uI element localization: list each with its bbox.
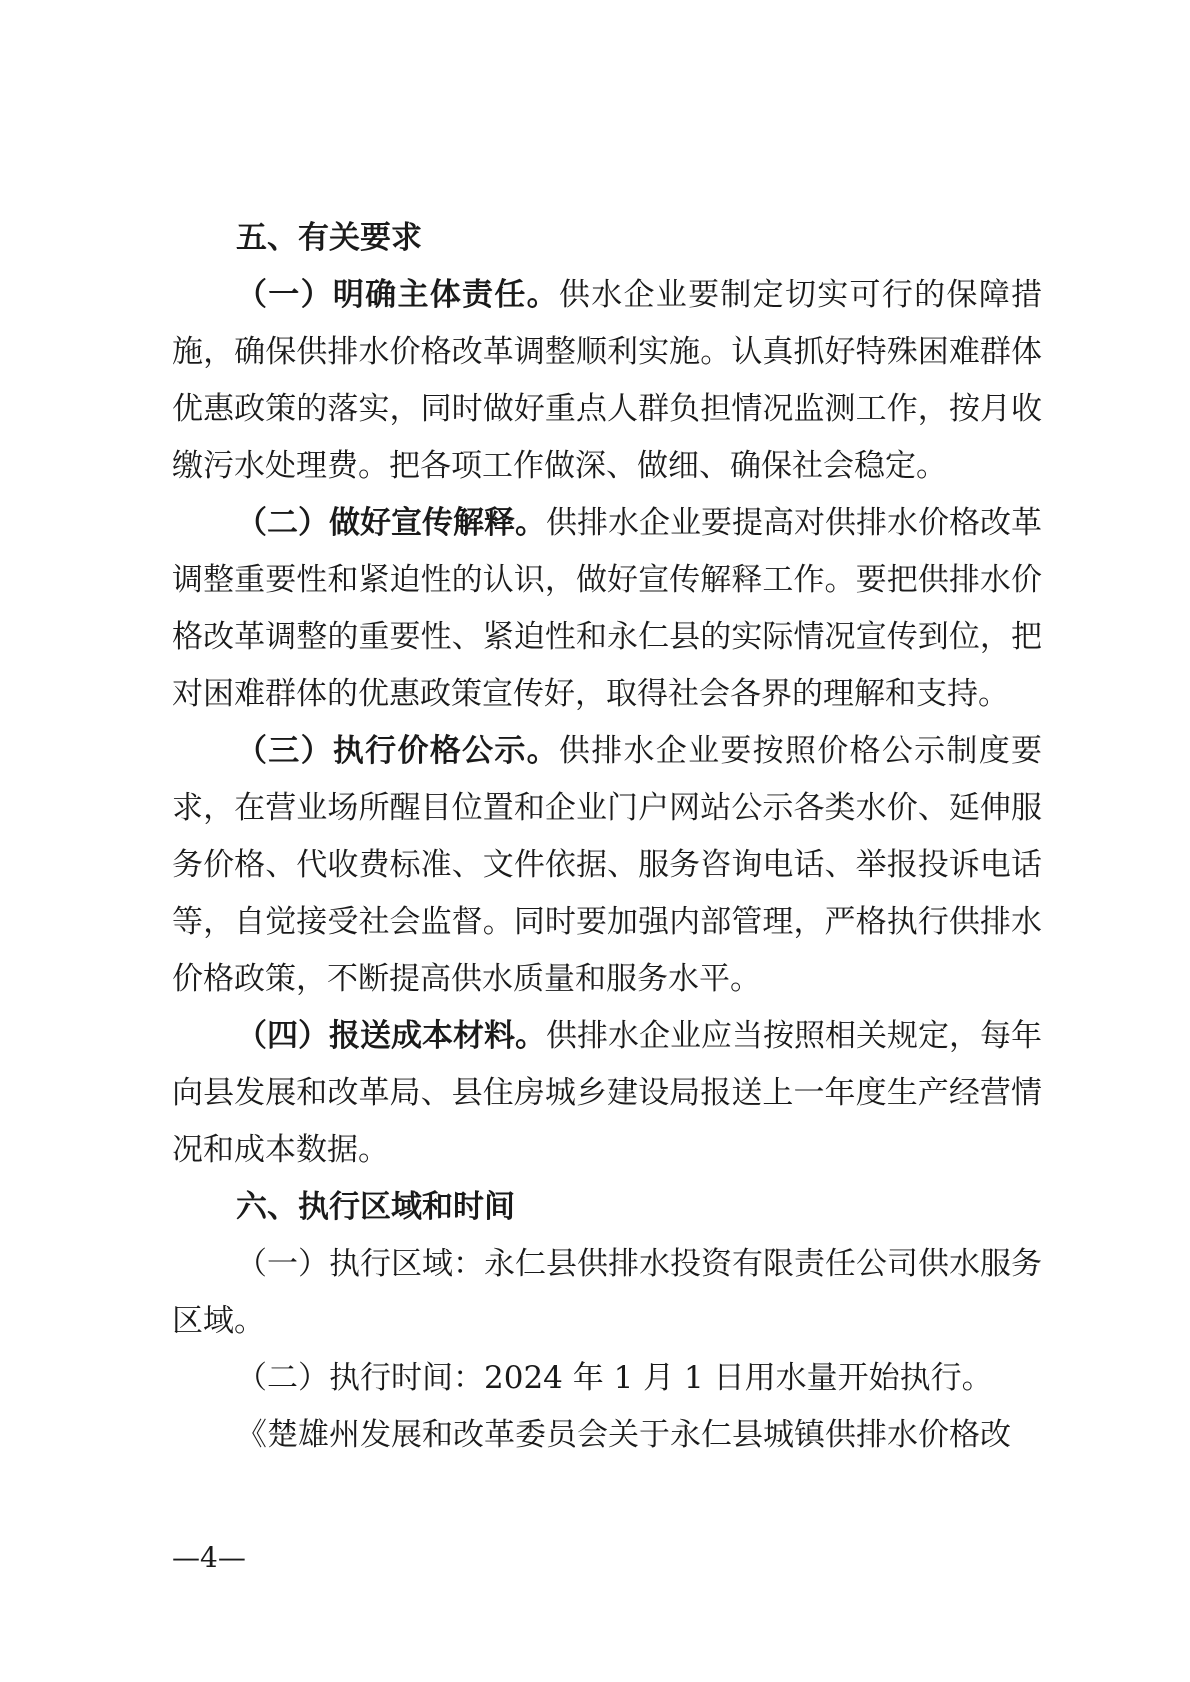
paragraph-text: 供排水企业应当按照相关规定，每年向县发展和改革局、县住房城乡建设局报送上一年度生产经营情况和成本数据。 xyxy=(172,1018,1042,1168)
paragraph-scope: （一）执行区域：永仁县供排水投资有限责任公司供水服务区域。 xyxy=(172,1246,1042,1339)
document-body xyxy=(172,210,1042,1464)
paragraph-lead: （一）明确主体责任。 xyxy=(236,277,559,313)
paragraph-lead: （四）报送成本材料。 xyxy=(236,1018,546,1054)
paragraph-text: 供排水企业要提高对供排水价格改革调整重要性和紧迫性的认识，做好宣传解释工作。要把供排水价格改革调整的重要性、紧迫性和永仁县的实际情况宣传到位，把对困难群体的优惠政策宣传好，取得社会各界的理解和支持。 xyxy=(172,505,1042,712)
paragraph-lead: （二）做好宣传解释。 xyxy=(236,505,546,541)
paragraph-lead: （三）执行价格公示。 xyxy=(236,733,559,769)
paragraph-text: 供排水企业要按照价格公示制度要求，在营业场所醒目位置和企业门户网站公示各类水价、延伸服务价格、代收费标准、文件依据、服务咨询电话、举报投诉电话等，自觉接受社会监督。同时要加强内部管理，严格执行供排水价格政策，不断提高供水质量和服务水平。 xyxy=(172,733,1043,997)
paragraph-reference: 《楚雄州发展和改革委员会关于永仁县城镇供排水价格改 xyxy=(236,1417,1011,1453)
page-number: —4— xyxy=(172,1541,246,1574)
paragraph-time: （二）执行时间：2024 年 1 月 1 日用水量开始执行。 xyxy=(236,1360,993,1396)
paragraph-publicity xyxy=(172,495,1042,723)
paragraph-responsibility xyxy=(172,267,1042,495)
section-heading-scope-time: 六、执行区域和时间 xyxy=(236,1189,515,1225)
paragraph-cost-report xyxy=(172,1008,1042,1179)
paragraph-price-disclosure xyxy=(172,723,1042,1008)
paragraph-text: 供水企业要制定切实可行的保障措施，确保供排水价格改革调整顺利实施。认真抓好特殊困难群体优惠政策的落实，同时做好重点人群负担情况监测工作，按月收缴污水处理费。把各项工作做深、做细、确保社会稳定。 xyxy=(172,277,1043,484)
section-heading-requirements: 五、有关要求 xyxy=(236,220,422,256)
